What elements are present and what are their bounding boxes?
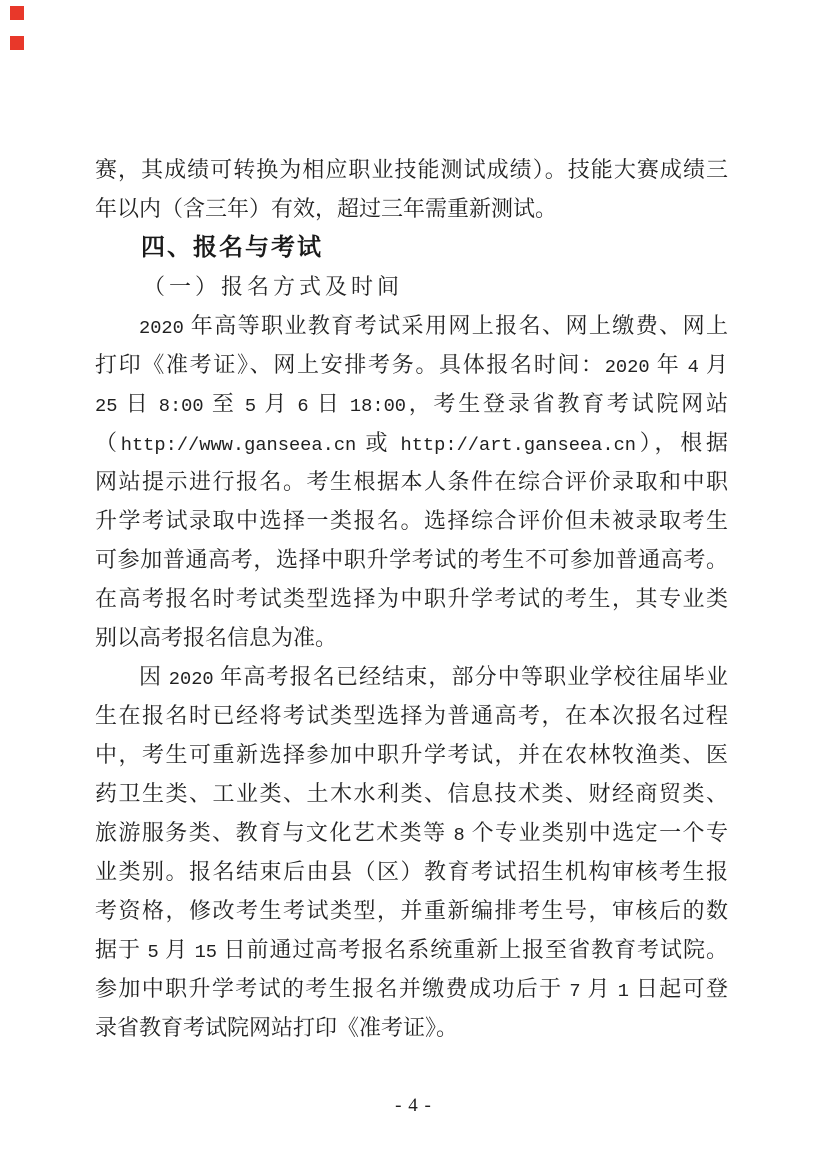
text-line: 网站提示进行报名。考生根据本人条件在综合评价录取和中职 — [95, 469, 728, 494]
text-line: 因 2020 年高考报名已经结束，部分中等职业学校往届毕业 — [139, 664, 728, 690]
text-line: 赛，其成绩可转换为相应职业技能测试成绩）。技能大赛成绩三 — [95, 157, 728, 182]
text-line: 可参加普通高考，选择中职升学考试的考生不可参加普通高考。 — [95, 547, 728, 572]
latin-text-run: 7 — [569, 980, 581, 1002]
latin-text-run: 2020 — [604, 356, 650, 378]
paragraph-registration-adjustment — [95, 657, 728, 1047]
text-line: 别以高考报名信息为准。 — [95, 625, 338, 650]
latin-text-run: 4 — [687, 356, 699, 378]
text-line: 考资格，修改考生考试类型，并重新编排考生号，审核后的数 — [95, 898, 728, 923]
latin-text-run: 8:00 — [158, 395, 204, 417]
text-line: 打印《准考证》、网上安排考务。具体报名时间：2020 年 4 月 — [95, 352, 728, 378]
latin-text-run: http://www.ganseea.cn — [120, 434, 357, 456]
text-line: 升学考试录取中选择一类报名。选择综合评价但未被录取考生 — [95, 508, 728, 533]
text-line: 据于 5 月 15 日前通过高考报名系统重新上报至省教育考试院。 — [95, 937, 728, 963]
paragraph-registration-method — [95, 306, 728, 657]
latin-text-run: 25 — [95, 395, 118, 417]
text-line: 旅游服务类、教育与文化艺术类等 8 个专业类别中选定一个专 — [95, 820, 728, 846]
text-line: 参加中职升学考试的考生报名并缴费成功后于 7 月 1 日起可登 — [95, 976, 728, 1002]
page-number: - 4 - — [395, 1095, 432, 1116]
section-heading: 四、报名与考试 — [141, 234, 323, 261]
latin-text-run: 18:00 — [349, 395, 406, 417]
latin-text-run: 15 — [194, 941, 218, 963]
text-line: 药卫生类、工业类、土木水利类、信息技术类、财经商贸类、 — [95, 781, 728, 806]
text-line: （http://www.ganseea.cn 或 http://art.ganseea.cn），根据 — [95, 430, 728, 456]
latin-text-run: http://art.ganseea.cn — [400, 434, 637, 456]
red-scan-artifact-mark — [10, 36, 24, 50]
text-line: 2020 年高等职业教育考试采用网上报名、网上缴费、网上 — [139, 313, 728, 339]
latin-text-run: 5 — [147, 941, 159, 963]
text-line: 生在报名时已经将考试类型选择为普通高考，在本次报名过程 — [95, 703, 728, 728]
sub-section-heading: （一）报名方式及时间 — [143, 274, 404, 299]
text-line: 25 日 8:00 至 5 月 6 日 18:00，考生登录省教育考试院网站 — [95, 391, 728, 417]
page-footer — [0, 1095, 827, 1117]
text-line: 录省教育考试院网站打印《准考证》。 — [95, 1015, 459, 1040]
document-body — [95, 150, 728, 1047]
latin-text-run: 1 — [617, 980, 629, 1002]
text-line: 业类别。报名结束后由县（区）教育考试招生机构审核考生报 — [95, 859, 728, 884]
latin-text-run: 2020 — [168, 668, 214, 690]
latin-text-run: 8 — [453, 824, 465, 846]
latin-text-run: 2020 — [139, 317, 184, 339]
latin-text-run: 5 — [244, 395, 257, 417]
text-line: 年以内（含三年）有效，超过三年需重新测试。 — [95, 196, 558, 221]
latin-text-run: 6 — [297, 395, 309, 417]
paragraph-skill-contest-continuation — [95, 150, 728, 228]
red-scan-artifact-mark — [10, 6, 24, 20]
text-line: 中，考生可重新选择参加中职升学考试，并在农林牧渔类、医 — [95, 742, 728, 767]
text-line: 在高考报名时考试类型选择为中职升学考试的考生，其专业类 — [95, 586, 728, 611]
